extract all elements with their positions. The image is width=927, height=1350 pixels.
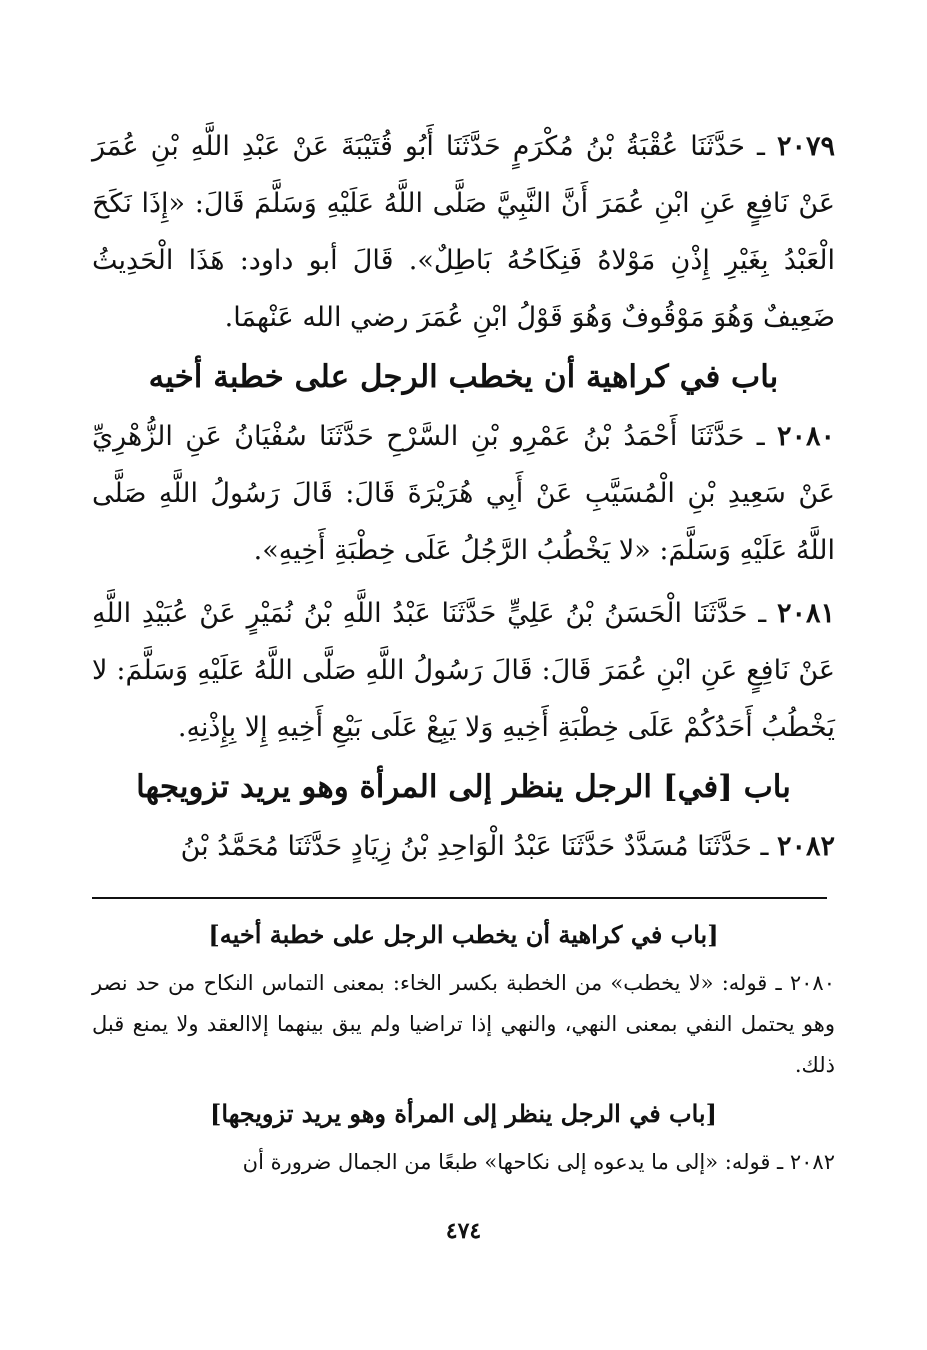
hadith-2082 [92,818,835,875]
footnote-divider [92,897,827,899]
hadith-number: ٢٠٨٢ [776,831,835,862]
chapter-heading: باب [في] الرجل ينظر إلى المرأة وهو يريد تزويجها [136,769,791,805]
hadith-text: ـ حَدَّثَنَا الْحَسَنُ بْنُ عَلِيٍّ حَدَّثَنَا عَبْدُ اللَّهِ بْنُ نُمَيْرٍ عَنْ عُبَيْدِ اللَّهِ عَنْ نَافِعٍ عَنِ ابْنِ عُمَرَ قَالَ: قَالَ رَسُولُ اللَّهِ صَلَّى اللَّهُ عَلَيْهِ وَسَلَّمَ: لا يَخْطُبُ أَحَدُكُمْ عَلَى خِطْبَةِ أَخِيهِ وَلا يَبِعْ عَلَى بَيْعِ أَخِيهِ إِلا بِإِذْنِهِ. [92,598,835,743]
hadith-number: ٢٠٨٠ [777,421,836,452]
hadith-2080 [92,408,835,579]
hadith-2079 [92,118,835,346]
footnote-2080: ٢٠٨٠ ـ قوله: «لا يخطب» من الخطبة بكسر الخاء: بمعنى التماس النكاح من حد نصر وهو يحتمل النفي بمعنى النهي، والنهي إذا تراضيا ولم يبق بينهما إلاالعقد ولا يمنع قبل ذلك. [92,971,835,1077]
page-number: ٤٧٤ [445,1218,482,1244]
hadith-number: ٢٠٨١ [776,598,835,629]
hadith-text: ـ حَدَّثَنَا أَحْمَدُ بْنُ عَمْرِو بْنِ السَّرْحِ حَدَّثَنَا سُفْيَانُ عَنِ الزُّهْرِيِّ عَنْ سَعِيدِ بْنِ الْمُسَيَّبِ عَنْ أَبِي هُرَيْرَةَ قَالَ: قَالَ رَسُولُ اللَّهِ صَلَّى اللَّهُ عَلَيْهِ وَسَلَّمَ: «لا يَخْطُبُ الرَّجُلُ عَلَى خِطْبَةِ أَخِيهِ». [92,421,835,566]
hadith-text: ـ حَدَّثَنَا عُقْبَةُ بْنُ مُكْرَمٍ حَدَّثَنَا أَبُو قُتَيْبَةَ عَنْ عَبْدِ اللَّهِ بْنِ عُمَرَ عَنْ نَافِعٍ عَنِ ابْنِ عُمَرَ أَنَّ النَّبِيَّ صَلَّى اللَّهُ عَلَيْهِ وَسَلَّمَ قَالَ: «إِذَا نَكَحَ الْعَبْدُ بِغَيْرِ إِذْنِ مَوْلاهُ فَنِكَاحُهُ بَاطِلٌ». قَالَ أبو داود: هَذَا الْحَدِيثُ ضَعِيفٌ وَهُوَ مَوْقُوفٌ وَهُوَ قَوْلُ ابْنِ عُمَرَ رضي الله عَنْهمَا. [92,131,835,333]
hadith-text: ـ حَدَّثَنَا مُسَدَّدٌ حَدَّثَنَا عَبْدُ الْوَاحِدِ بْنُ زِيَادٍ حَدَّثَنَا مُحَمَّدُ بْنُ [180,831,769,862]
hadith-2081 [92,585,835,756]
chapter-heading: باب في كراهية أن يخطب الرجل على خطبة أخيه [148,359,779,395]
footnote-chapter-heading: [باب في كراهية أن يخطب الرجل على خطبة أخيه] [208,920,719,949]
footnote-chapter-heading: [باب في الرجل ينظر إلى المرأة وهو يريد تزويجها] [210,1099,717,1128]
footnote-2082: ٢٠٨٢ ـ قوله: «إلى ما يدعوه إلى نكاحها» طبعًا من الجمال ضرورة أن [242,1150,835,1174]
hadith-number: ٢٠٧٩ [776,131,835,162]
